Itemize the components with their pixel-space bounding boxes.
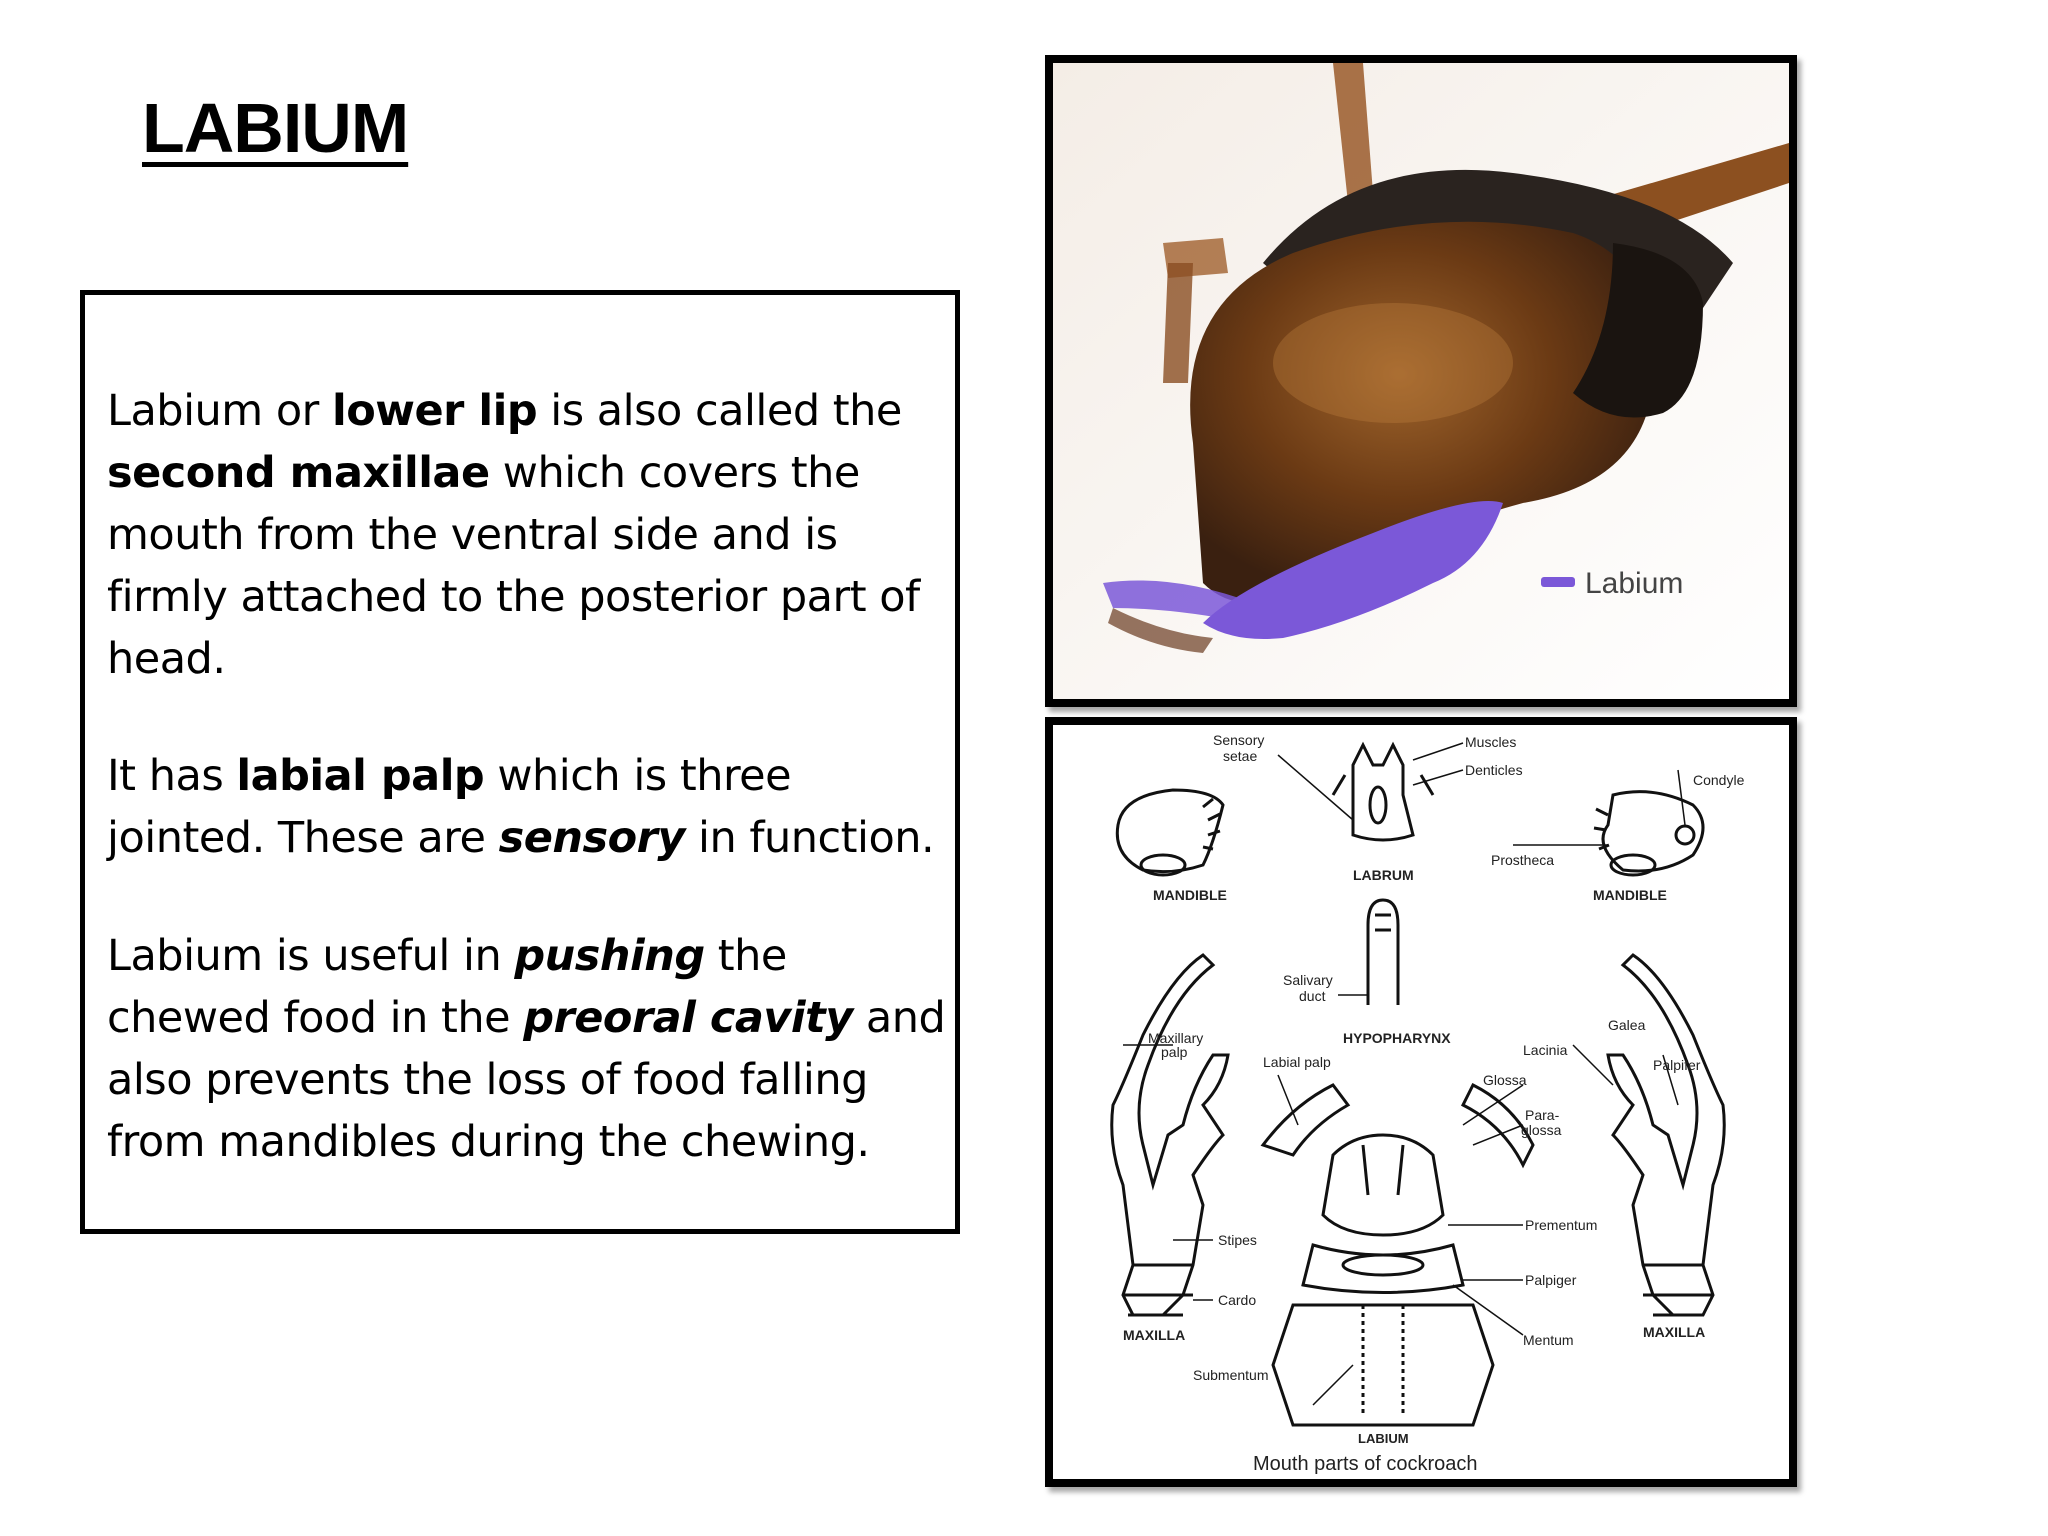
term-labial-palp: labial palp xyxy=(236,751,485,801)
label-salivary-duct: Salivary xyxy=(1283,972,1333,988)
label-condyle: Condyle xyxy=(1693,772,1745,788)
labium-legend-label: Labium xyxy=(1585,567,1684,600)
text: is also called the xyxy=(537,386,902,436)
slide-title: LABIUM xyxy=(142,89,409,167)
label-cardo: Cardo xyxy=(1218,1292,1257,1308)
cockroach-head-photo xyxy=(1045,55,1797,707)
label-lacinia: Lacinia xyxy=(1523,1042,1568,1058)
paragraph-function xyxy=(107,925,947,1173)
label-paraglossa: Para- xyxy=(1525,1107,1560,1123)
text: Labium or xyxy=(107,386,333,436)
label-mandible-left: MANDIBLE xyxy=(1153,887,1227,903)
paragraph-labial-palp xyxy=(107,745,947,869)
label-maxillary-palp-2: palp xyxy=(1161,1044,1188,1060)
label-labial-palp: Labial palp xyxy=(1263,1054,1331,1070)
mouth-parts-diagram xyxy=(1045,717,1797,1487)
text: in function. xyxy=(684,813,935,863)
label-palpifer: Palpifer xyxy=(1653,1057,1701,1073)
label-stipes: Stipes xyxy=(1218,1232,1257,1248)
label-labrum: LABRUM xyxy=(1353,867,1414,883)
label-maxilla-right: MAXILLA xyxy=(1643,1324,1706,1340)
label-hypopharynx: HYPOPHARYNX xyxy=(1343,1030,1451,1046)
diagram-caption: Mouth parts of cockroach xyxy=(1253,1453,1478,1475)
mouth-parts-line-drawing xyxy=(1053,725,1789,1479)
text: the chewed food in the xyxy=(107,931,787,1043)
label-paraglossa-2: glossa xyxy=(1521,1122,1562,1138)
term-second-maxillae: second maxillae xyxy=(107,448,490,498)
text: Labium is useful in xyxy=(107,931,515,981)
label-mandible-right: MANDIBLE xyxy=(1593,887,1667,903)
label-mentum: Mentum xyxy=(1523,1332,1574,1348)
label-prementum: Prementum xyxy=(1525,1217,1598,1233)
label-maxilla-left: MAXILLA xyxy=(1123,1327,1186,1343)
text: and also prevents the loss of food falling from mandibles during the chewing. xyxy=(107,993,946,1167)
cockroach-head-image xyxy=(1053,63,1789,699)
label-submentum: Submentum xyxy=(1193,1367,1269,1383)
term-preoral-cavity: preoral cavity xyxy=(523,993,853,1043)
label-sensory-setae-2: setae xyxy=(1223,748,1258,764)
text: It has xyxy=(107,751,237,801)
text-box xyxy=(80,290,960,1234)
label-sensory-setae: Sensory xyxy=(1213,732,1265,748)
paragraph-definition xyxy=(107,380,947,690)
label-labium: LABIUM xyxy=(1358,1431,1409,1446)
term-pushing: pushing xyxy=(514,931,705,981)
label-muscles: Muscles xyxy=(1465,734,1517,750)
label-glossa: Glossa xyxy=(1483,1072,1527,1088)
term-sensory: sensory xyxy=(498,813,685,863)
label-maxillary-palp: Maxillary xyxy=(1148,1030,1204,1046)
label-palpiger: Palpiger xyxy=(1525,1272,1577,1288)
label-salivary-duct-2: duct xyxy=(1299,988,1326,1004)
text: which covers the mouth from the ventral side and is firmly attached to the posterior part of head. xyxy=(107,448,920,684)
labium-legend-swatch xyxy=(1541,577,1575,587)
text: which is three jointed. These are xyxy=(107,751,792,863)
label-galea: Galea xyxy=(1608,1017,1646,1033)
label-denticles: Denticles xyxy=(1465,762,1523,778)
term-lower-lip: lower lip xyxy=(332,386,538,436)
label-prostheca: Prostheca xyxy=(1491,852,1555,868)
